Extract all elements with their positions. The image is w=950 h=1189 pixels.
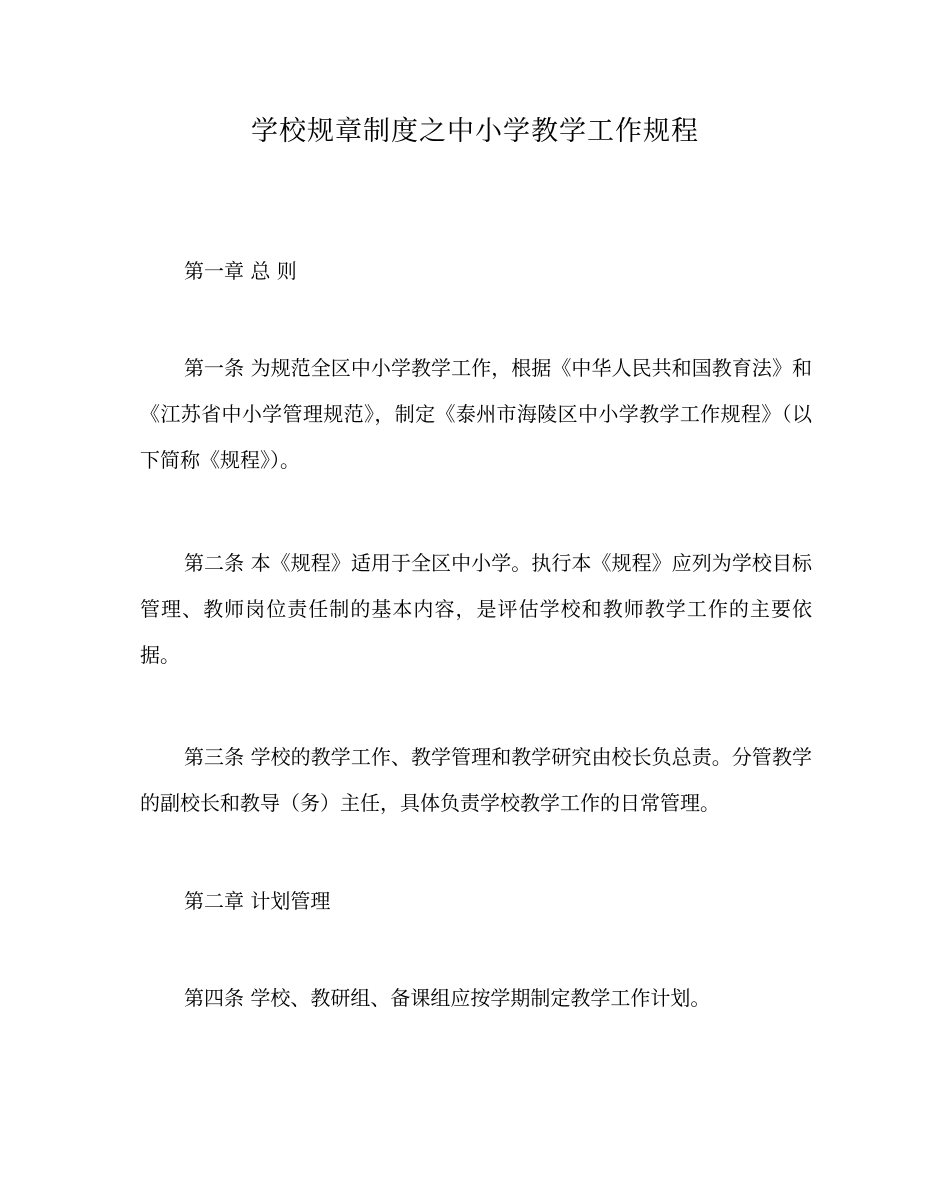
article-3-paragraph: 第三条 学校的教学工作、教学管理和教学研究由校长负总责。分管教学的副校长和教导（务）主任，具体负责学校教学工作的日常管理。 bbox=[140, 745, 812, 815]
article-2-paragraph: 第二条 本《规程》适用于全区中小学。执行本《规程》应列为学校目标管理、教师岗位责任制的基本内容，是评估学校和教师教学工作的主要依据。 bbox=[140, 551, 812, 667]
document-title: 学校规章制度之中小学教学工作规程 bbox=[251, 116, 699, 147]
chapter-2-heading: 第二章 计划管理 bbox=[184, 889, 331, 913]
article-1-paragraph: 第一条 为规范全区中小学教学工作，根据《中华人民共和国教育法》和《江苏省中小学管理规范》，制定《泰州市海陵区中小学教学工作规程》（以下简称《规程》）。 bbox=[140, 356, 812, 472]
chapter-1-heading: 第一章 总 则 bbox=[184, 259, 297, 283]
article-4-paragraph: 第四条 学校、教研组、备课组应按学期制定教学工作计划。 bbox=[184, 986, 711, 1010]
